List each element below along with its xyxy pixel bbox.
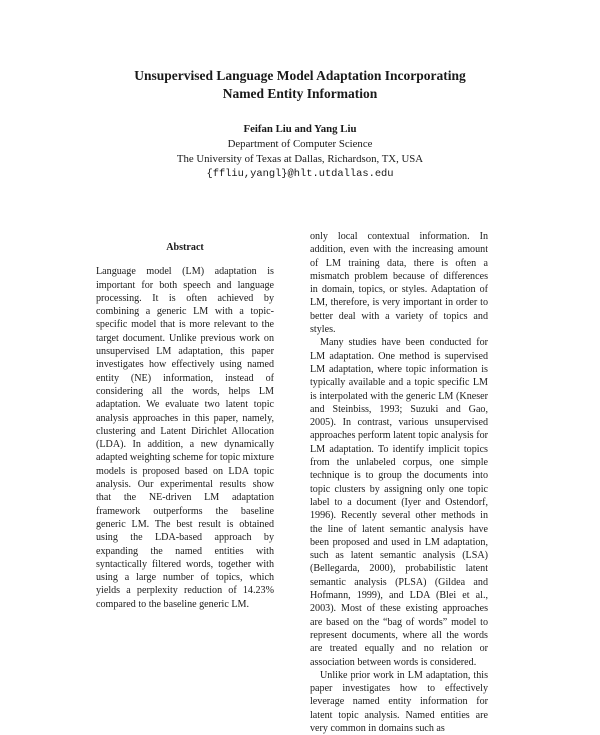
author-names: Feifan Liu and Yang Liu: [243, 123, 357, 135]
body-column: [310, 230, 488, 735]
paper-title: [0, 67, 600, 103]
author-block: [0, 122, 600, 182]
paper-title-line-2: Named Entity Information: [222, 86, 378, 101]
body-paragraph-3: Unlike prior work in LM adaptation, this paper investigates how to effectively leverage named entity information for latent topic analysis. Named entities are very common in domains such as: [310, 669, 488, 734]
body-paragraph-1: only local contextual information. In addition, even with the increasing amount of LM training data, there is often a mismatch problem because of differences in domain, topics, or styles. Adaptation of LM, therefore, is very important in order to better deal with a variety of topics and styles.: [310, 231, 488, 336]
body-paragraph-2: Many studies have been conducted for LM adaptation. One method is supervised LM adaptation, where topic information is typically available and a topic specific LM is interpolated with the generic LM (Kneser and Steinbiss, 1993; Suzuki and Gao, 2005). In contrast, various unsupervised approaches perform latent topic analysis for LM adaptation. To identify implicit topics from the unlabeled corpus, one simple technique is to group the documents into topic clusters by assigning only one topic label to a document (Iyer and Ostendorf, 1996). Recently several other methods in the line of latent semantic analysis have been proposed and used in LM adaptation, such as latent semantic analysis (LSA) (Bellegarda, 2000), probabilistic latent semantic analysis (PLSA) (Gildea and Hofmann, 1999), and LDA (Blei et al., 2003). Most of these existing approaches are based on the “bag of words” model to represent documents, where all the words are treated equally and no relation or association between words is considered.: [310, 337, 488, 668]
author-affiliation: The University of Texas at Dallas, Richardson, TX, USA: [176, 153, 424, 165]
author-department: Department of Computer Science: [227, 138, 373, 150]
paper-title-line-1: Unsupervised Language Model Adaptation Incorporating: [134, 68, 466, 83]
abstract-text: Language model (LM) adaptation is important for both speech and language processing. It is often achieved by combining a generic LM with a topic-specific model that is more relevant to the target document. Unlike previous work on unsupervised LM adaptation, this paper investigates how effectively using named entity (NE) information, instead of considering all the words, helps LM adaptation. We evaluate two latent topic analysis approaches in this paper, namely, clustering and Latent Dirichlet Allocation (LDA). In addition, a new dynamically adapted weighting scheme for topic mixture models is proposed based on LDA topic analysis. Our experimental results show that the NE-driven LM adaptation framework outperforms the baseline generic LM. The best result is obtained using the LDA-based approach by expanding the named entities with syntactically filtered words, together with using a large number of topics, which yields a perplexity reduction of 14.23% compared to the baseline generic LM.: [96, 266, 274, 610]
abstract-column: [96, 241, 274, 611]
author-email: {ffliu,yangl}@hlt.utdallas.edu: [206, 168, 394, 180]
abstract-heading: Abstract: [166, 242, 204, 253]
